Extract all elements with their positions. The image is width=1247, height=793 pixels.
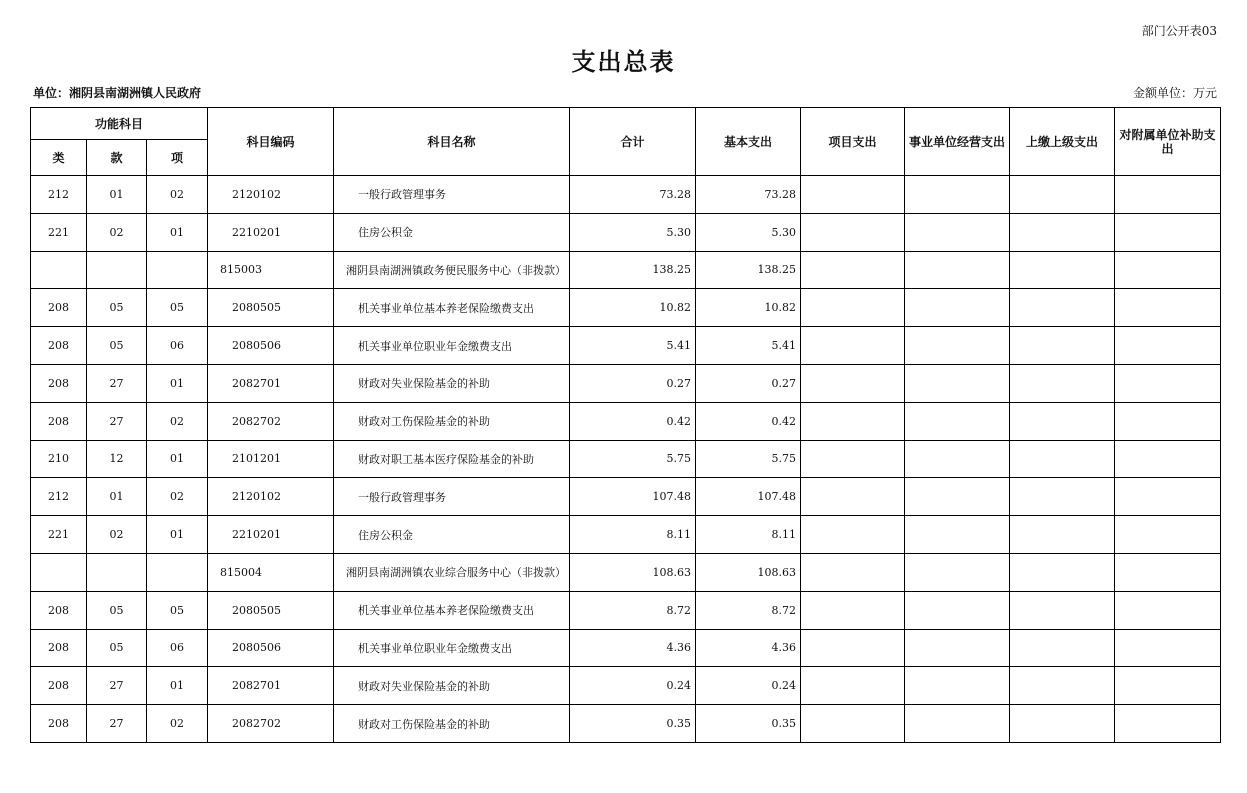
cell-subsidy-expenditure [1115,553,1221,591]
cell-business-expenditure [905,478,1010,516]
table-row [31,516,1221,554]
cell-basic-expenditure: 0.24 [696,667,801,705]
table-row [31,402,1221,440]
cell-subject-name: 财政对职工基本医疗保险基金的补助 [334,440,570,478]
cell-kuan [87,553,147,591]
cell-kuan: 27 [87,705,147,743]
cell-total: 0.35 [570,705,696,743]
cell-xiang: 06 [147,327,208,365]
cell-upper-payment [1010,289,1115,327]
cell-xiang: 05 [147,591,208,629]
page-title: 支出总表 [571,48,676,76]
cell-kuan: 27 [87,364,147,402]
cell-xiang: 01 [147,364,208,402]
cell-lei: 212 [31,478,87,516]
cell-subject-code: 2101201 [208,440,334,478]
cell-subject-code: 2080505 [208,289,334,327]
cell-upper-payment [1010,327,1115,365]
cell-basic-expenditure: 0.27 [696,364,801,402]
cell-xiang: 02 [147,478,208,516]
cell-total: 0.27 [570,364,696,402]
cell-project-expenditure [801,402,905,440]
cell-upper-payment [1010,667,1115,705]
cell-project-expenditure [801,705,905,743]
cell-subject-name: 一般行政管理事务 [334,176,570,214]
cell-upper-payment [1010,176,1115,214]
cell-subsidy-expenditure [1115,591,1221,629]
cell-lei: 208 [31,705,87,743]
cell-upper-payment [1010,402,1115,440]
cell-kuan: 01 [87,176,147,214]
cell-basic-expenditure: 4.36 [696,629,801,667]
cell-subsidy-expenditure [1115,440,1221,478]
cell-lei: 221 [31,516,87,554]
cell-subsidy-expenditure [1115,667,1221,705]
cell-xiang: 01 [147,440,208,478]
cell-total: 5.41 [570,327,696,365]
cell-subsidy-expenditure [1115,516,1221,554]
cell-project-expenditure [801,553,905,591]
table-row [31,364,1221,402]
cell-project-expenditure [801,289,905,327]
header-business-expenditure: 事业单位经营支出 [905,108,1010,176]
cell-subject-name: 湘阴县南湖洲镇农业综合服务中心（非拨款） [334,553,570,591]
cell-kuan: 02 [87,213,147,251]
table-row-department [31,553,1221,591]
cell-project-expenditure [801,516,905,554]
unit-label: 单位：湘阴县南湖洲镇人民政府 [33,86,202,100]
cell-subject-name: 财政对工伤保险基金的补助 [334,705,570,743]
cell-subject-code: 2080506 [208,629,334,667]
table-row [31,591,1221,629]
cell-lei: 208 [31,364,87,402]
cell-total: 0.42 [570,402,696,440]
header-kuan: 款 [87,140,147,176]
header-subject-code: 科目编码 [208,108,334,176]
cell-basic-expenditure: 5.75 [696,440,801,478]
cell-project-expenditure [801,478,905,516]
cell-kuan: 02 [87,516,147,554]
cell-subsidy-expenditure [1115,251,1221,289]
cell-subsidy-expenditure [1115,629,1221,667]
cell-kuan: 05 [87,289,147,327]
cell-business-expenditure [905,251,1010,289]
cell-project-expenditure [801,440,905,478]
cell-subject-code: 815004 [208,553,334,591]
cell-subject-name: 机关事业单位职业年金缴费支出 [334,629,570,667]
cell-basic-expenditure: 8.11 [696,516,801,554]
cell-lei: 208 [31,289,87,327]
cell-kuan: 27 [87,402,147,440]
cell-kuan: 01 [87,478,147,516]
cell-upper-payment [1010,251,1115,289]
header-lei: 类 [31,140,87,176]
header-subsidy-expenditure: 对附属单位补助支出 [1115,108,1221,176]
header-subject-name: 科目名称 [334,108,570,176]
cell-subject-name: 财政对失业保险基金的补助 [334,364,570,402]
cell-subject-name: 机关事业单位职业年金缴费支出 [334,327,570,365]
cell-lei [31,251,87,289]
cell-subject-name: 财政对工伤保险基金的补助 [334,402,570,440]
cell-lei [31,553,87,591]
cell-basic-expenditure: 8.72 [696,591,801,629]
cell-upper-payment [1010,478,1115,516]
cell-project-expenditure [801,327,905,365]
cell-subject-code: 2210201 [208,213,334,251]
cell-kuan: 05 [87,591,147,629]
cell-business-expenditure [905,364,1010,402]
cell-basic-expenditure: 5.30 [696,213,801,251]
cell-subsidy-expenditure [1115,176,1221,214]
cell-subsidy-expenditure [1115,402,1221,440]
cell-kuan [87,251,147,289]
cell-subject-name: 财政对失业保险基金的补助 [334,667,570,705]
cell-lei: 208 [31,402,87,440]
header-xiang: 项 [147,140,208,176]
cell-subsidy-expenditure [1115,364,1221,402]
cell-subject-name: 一般行政管理事务 [334,478,570,516]
cell-subject-name: 住房公积金 [334,516,570,554]
cell-total: 8.72 [570,591,696,629]
cell-basic-expenditure: 73.28 [696,176,801,214]
cell-business-expenditure [905,516,1010,554]
cell-business-expenditure [905,289,1010,327]
cell-xiang: 02 [147,402,208,440]
cell-subsidy-expenditure [1115,478,1221,516]
cell-business-expenditure [905,213,1010,251]
cell-subject-name: 机关事业单位基本养老保险缴费支出 [334,591,570,629]
cell-total: 10.82 [570,289,696,327]
cell-upper-payment [1010,591,1115,629]
cell-subject-name: 湘阴县南湖洲镇政务便民服务中心（非拨款） [334,251,570,289]
cell-subject-name: 住房公积金 [334,213,570,251]
cell-project-expenditure [801,591,905,629]
cell-upper-payment [1010,705,1115,743]
table-row [31,176,1221,214]
cell-kuan: 12 [87,440,147,478]
cell-subject-code: 2120102 [208,478,334,516]
cell-total: 5.75 [570,440,696,478]
cell-project-expenditure [801,251,905,289]
cell-lei: 208 [31,327,87,365]
table-row [31,327,1221,365]
cell-xiang: 05 [147,289,208,327]
cell-project-expenditure [801,213,905,251]
cell-subject-code: 2082701 [208,364,334,402]
cell-lei: 208 [31,591,87,629]
cell-total: 0.24 [570,667,696,705]
cell-total: 138.25 [570,251,696,289]
cell-upper-payment [1010,440,1115,478]
cell-business-expenditure [905,705,1010,743]
cell-total: 73.28 [570,176,696,214]
cell-subject-code: 2082701 [208,667,334,705]
cell-subject-code: 2080505 [208,591,334,629]
cell-subsidy-expenditure [1115,289,1221,327]
cell-xiang: 02 [147,176,208,214]
expenditure-table [30,107,1221,743]
cell-total: 5.30 [570,213,696,251]
cell-kuan: 05 [87,629,147,667]
cell-total: 4.36 [570,629,696,667]
table-row [31,667,1221,705]
currency-unit-label: 金额单位：万元 [1132,86,1217,100]
cell-kuan: 05 [87,327,147,365]
cell-basic-expenditure: 108.63 [696,553,801,591]
cell-basic-expenditure: 10.82 [696,289,801,327]
table-row [31,289,1221,327]
table-body [31,176,1221,743]
cell-subject-code: 815003 [208,251,334,289]
table-row [31,213,1221,251]
cell-basic-expenditure: 138.25 [696,251,801,289]
header-function-subject: 功能科目 [31,108,208,140]
cell-subject-name: 机关事业单位基本养老保险缴费支出 [334,289,570,327]
cell-subject-code: 2210201 [208,516,334,554]
table-row [31,478,1221,516]
header-upper-payment: 上缴上级支出 [1010,108,1115,176]
cell-upper-payment [1010,516,1115,554]
cell-lei: 221 [31,213,87,251]
cell-xiang: 02 [147,705,208,743]
header-basic-expenditure: 基本支出 [696,108,801,176]
cell-total: 107.48 [570,478,696,516]
cell-business-expenditure [905,553,1010,591]
table-row-department [31,251,1221,289]
cell-xiang: 01 [147,516,208,554]
cell-upper-payment [1010,553,1115,591]
cell-business-expenditure [905,176,1010,214]
cell-project-expenditure [801,629,905,667]
cell-project-expenditure [801,176,905,214]
cell-lei: 208 [31,667,87,705]
cell-basic-expenditure: 5.41 [696,327,801,365]
cell-subsidy-expenditure [1115,327,1221,365]
cell-business-expenditure [905,440,1010,478]
cell-basic-expenditure: 0.35 [696,705,801,743]
cell-xiang [147,553,208,591]
cell-subject-code: 2080506 [208,327,334,365]
cell-subsidy-expenditure [1115,705,1221,743]
cell-subject-code: 2082702 [208,402,334,440]
cell-project-expenditure [801,364,905,402]
header-total: 合计 [570,108,696,176]
cell-upper-payment [1010,364,1115,402]
table-row [31,440,1221,478]
cell-business-expenditure [905,629,1010,667]
cell-xiang: 01 [147,213,208,251]
cell-xiang: 06 [147,629,208,667]
table-row [31,705,1221,743]
cell-upper-payment [1010,629,1115,667]
table-row [31,629,1221,667]
cell-basic-expenditure: 107.48 [696,478,801,516]
header-project-expenditure: 项目支出 [801,108,905,176]
cell-project-expenditure [801,667,905,705]
cell-upper-payment [1010,213,1115,251]
cell-business-expenditure [905,667,1010,705]
cell-lei: 208 [31,629,87,667]
cell-lei: 210 [31,440,87,478]
cell-total: 8.11 [570,516,696,554]
cell-kuan: 27 [87,667,147,705]
cell-lei: 212 [31,176,87,214]
form-number: 部门公开表03 [1141,24,1217,38]
cell-xiang: 01 [147,667,208,705]
cell-total: 108.63 [570,553,696,591]
cell-business-expenditure [905,591,1010,629]
cell-subject-code: 2120102 [208,176,334,214]
cell-basic-expenditure: 0.42 [696,402,801,440]
cell-business-expenditure [905,327,1010,365]
cell-xiang [147,251,208,289]
cell-subsidy-expenditure [1115,213,1221,251]
cell-subject-code: 2082702 [208,705,334,743]
cell-business-expenditure [905,402,1010,440]
